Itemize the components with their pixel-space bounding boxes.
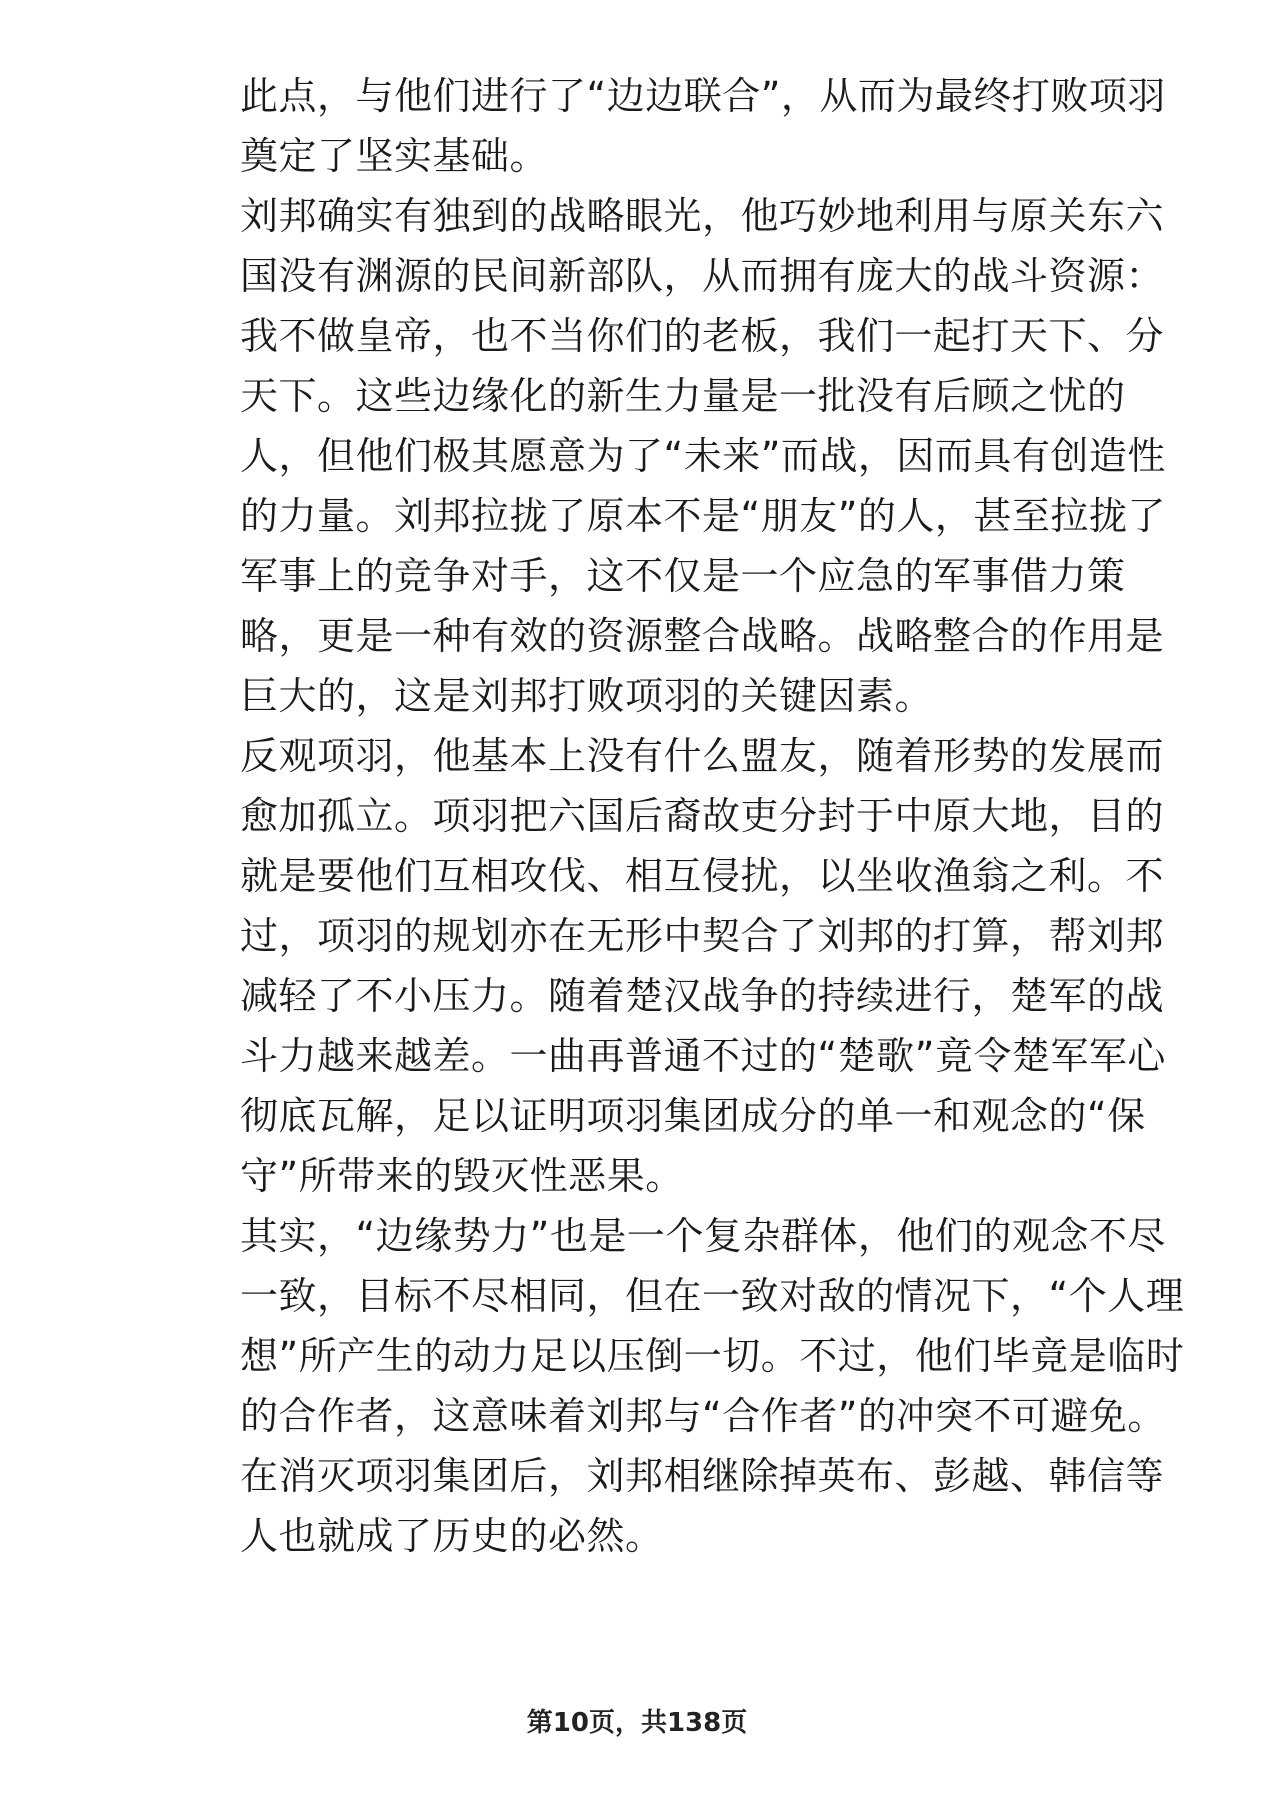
body-line: 就是要他们互相攻伐、相互侵扰，以坐收渔翁之利。不 xyxy=(240,854,1165,898)
body-line: 巨大的，这是刘邦打败项羽的关键因素。 xyxy=(240,674,934,718)
page-number-footer: 第10页，共138页 xyxy=(526,1708,748,1738)
body-line: 天下。这些边缘化的新生力量是一批没有后顾之忧的 xyxy=(240,374,1126,418)
body-line: 的力量。刘邦拉拢了原本不是“朋友”的人，甚至拉拢了 xyxy=(240,494,1166,538)
body-line: 过，项羽的规划亦在无形中契合了刘邦的打算，帮刘邦 xyxy=(240,914,1165,958)
body-line: 人，但他们极其愿意为了“未来”而战，因而具有创造性 xyxy=(240,434,1166,478)
body-line: 想”所产生的动力足以压倒一切。不过，他们毕竟是临时 xyxy=(240,1334,1185,1378)
body-line: 彻底瓦解，足以证明项羽集团成分的单一和观念的“保 xyxy=(240,1094,1146,1138)
body-line: 愈加孤立。项羽把六国后裔故吏分封于中原大地，目的 xyxy=(240,794,1165,838)
body-line: 在消灭项羽集团后，刘邦相继除掉英布、彭越、韩信等 xyxy=(240,1454,1165,1498)
body-line: 减轻了不小压力。随着楚汉战争的持续进行，楚军的战 xyxy=(240,974,1165,1018)
body-line: 刘邦确实有独到的战略眼光，他巧妙地利用与原关东六 xyxy=(240,194,1165,238)
body-line: 人也就成了历史的必然。 xyxy=(240,1514,664,1558)
body-line: 守”所带来的毁灭性恶果。 xyxy=(240,1154,684,1198)
body-line: 军事上的竞争对手，这不仅是一个应急的军事借力策 xyxy=(240,554,1126,598)
body-line: 我不做皇帝，也不当你们的老板，我们一起打天下、分 xyxy=(240,314,1165,358)
body-line: 其实，“边缘势力”也是一个复杂群体，他们的观念不尽 xyxy=(240,1214,1166,1258)
body-line: 斗力越来越差。一曲再普通不过的“楚歌”竟令楚军军心 xyxy=(240,1034,1166,1078)
body-line: 一致，目标不尽相同，但在一致对敌的情况下，“个人理 xyxy=(240,1274,1185,1318)
body-line: 国没有渊源的民间新部队，从而拥有庞大的战斗资源： xyxy=(240,254,1165,298)
body-line: 反观项羽，他基本上没有什么盟友，随着形势的发展而 xyxy=(240,734,1165,778)
body-line: 的合作者，这意味着刘邦与“合作者”的冲突不可避免。 xyxy=(240,1394,1166,1438)
body-line: 此点，与他们进行了“边边联合”，从而为最终打败项羽 xyxy=(240,74,1166,118)
body-line: 略，更是一种有效的资源整合战略。战略整合的作用是 xyxy=(240,614,1165,658)
body-line: 奠定了坚实基础。 xyxy=(240,134,549,178)
